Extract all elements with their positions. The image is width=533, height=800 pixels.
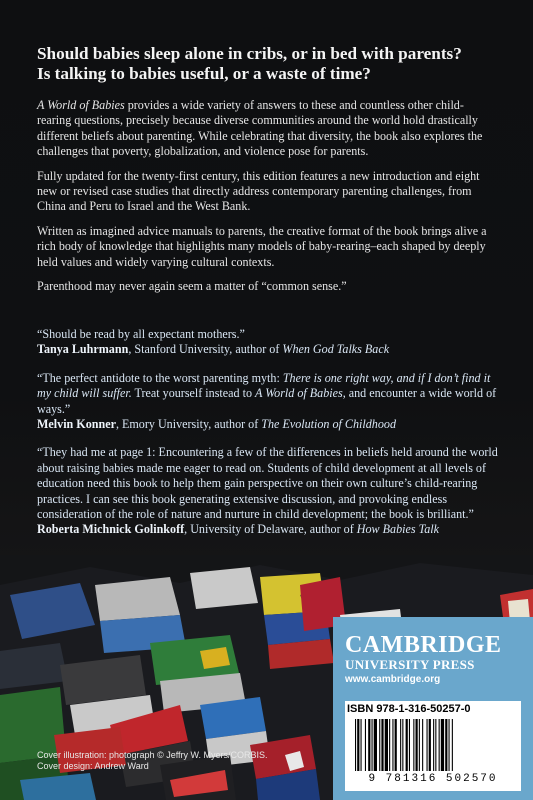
quote-2-text-e: , and encounter a wide world of ways.”: [37, 386, 497, 416]
barcode-number: 9 781316 502570: [368, 773, 498, 785]
blurb: [37, 44, 497, 303]
barcode-bar: [379, 719, 380, 771]
barcode-bar: [449, 719, 450, 771]
barcode-bars: [345, 701, 521, 771]
cover-credit-design: Cover design: Andrew Ward: [37, 761, 149, 771]
barcode-bar: [445, 719, 447, 771]
quote-3-author: Roberta Michnick Golinkoff: [37, 522, 185, 537]
quote-1: [37, 327, 502, 358]
barcode-bar: [395, 719, 397, 771]
barcode-bar: [355, 719, 356, 771]
quote-2: [37, 371, 502, 433]
cover-credit-illustration: Cover illustration: photograph © Jeffry W. Myers/CORBIS.: [37, 750, 268, 760]
barcode: [345, 701, 521, 791]
headline: [37, 44, 497, 84]
quote-2-text-a: “The perfect antidote to the worst parenting myth:: [37, 370, 283, 385]
paragraph-3: Written as imagined advice manuals to parents, the creative format of the book brings alive a rich body of knowledge that highlights many models of baby-rearing–each shaped by deeply held values and widely varying cultural contexts.: [37, 223, 487, 269]
quote-2-text: [37, 371, 502, 417]
quote-1-affiliation: , Stanford University, author of: [128, 342, 283, 357]
paragraph-1: [37, 98, 497, 160]
barcode-bar: [427, 719, 428, 771]
paragraph-4: Parenthood may never again seem a matter of “common sense.”: [37, 279, 347, 294]
barcode-bar: [361, 719, 362, 771]
barcode-bar: [439, 719, 440, 771]
barcode-bar: [392, 719, 393, 771]
quote-2-affiliation: , Emory University, author of: [115, 417, 262, 432]
barcode-bar: [402, 719, 403, 771]
barcode-bar: [409, 719, 410, 771]
barcode-bar: [419, 719, 420, 771]
isbn-label: ISBN 978-1-316-50257-0: [347, 703, 471, 715]
quote-1-author: Tanya Luhrmann: [37, 342, 129, 357]
barcode-bar: [441, 719, 444, 771]
barcode-bar: [429, 719, 431, 771]
barcode-bar: [357, 719, 359, 771]
review-quotes: [37, 327, 502, 551]
barcode-bar: [435, 719, 436, 771]
barcode-bar: [374, 719, 377, 771]
quote-1-book: When God Talks Back: [282, 342, 390, 357]
barcode-bar: [385, 719, 388, 771]
quote-3-text: “They had me at page 1: Encountering a few of the differences in beliefs held around the world about raising babies made me eager to read on. Students of child development at all levels of education need this book to help them gain perspective on their own culture’s child-rearing practices. I can see this book generating extensive discussion, and provoking endless consideration of the role of nature and nurture in child development; the book is brilliant.”: [37, 445, 498, 522]
publisher-press: UNIVERSITY PRESS: [345, 657, 475, 672]
quote-2-author: Melvin Konner: [37, 417, 116, 432]
quote-3-affiliation: , University of Delaware, author of: [184, 522, 357, 537]
quote-2-attribution: [37, 417, 502, 432]
headline-line-2: Is talking to babies useful, or a waste of time?: [37, 64, 371, 83]
barcode-bar: [389, 719, 390, 771]
barcode-bar: [406, 719, 408, 771]
barcode-bar: [413, 719, 414, 771]
barcode-bar: [368, 719, 370, 771]
quote-2-book: The Evolution of Childhood: [261, 417, 396, 432]
quote-3: [37, 445, 502, 537]
publisher-url: www.cambridge.org: [345, 674, 441, 685]
quote-3-book: How Babies Talk: [356, 522, 439, 537]
cover-credits: [37, 750, 268, 772]
publisher-logo: [345, 633, 502, 687]
quote-3-attribution: [37, 522, 502, 537]
quote-2-text-c: Treat yourself instead to: [131, 386, 256, 401]
barcode-bar: [433, 719, 434, 771]
quote-2-text-b: There is one right way, and if I don’t find it my child will suffer.: [37, 370, 491, 401]
barcode-bar: [400, 719, 401, 771]
barcode-bar: [452, 719, 453, 771]
barcode-bar: [381, 719, 383, 771]
publisher-name: CAMBRIDGE: [345, 632, 502, 658]
book-title-italic: A World of Babies: [37, 98, 125, 112]
barcode-bar: [422, 719, 423, 771]
quote-1-text: “Should be read by all expectant mothers.”: [37, 327, 245, 341]
paragraph-1-text: provides a wide variety of answers to these and countless other child-rearing questions, precisely because diverse communities around the world hold drastically different beliefs about parenting. While celebrating that diversity, the book also explores the challenges that poverty, globalization, and violence pose for parents.: [37, 98, 483, 159]
headline-line-1: Should babies sleep alone in cribs, or in bed with parents?: [37, 44, 462, 63]
barcode-bar: [372, 719, 373, 771]
publisher-panel: [333, 617, 533, 800]
quote-2-text-d: A World of Babies: [255, 386, 343, 401]
quote-1-attribution: [37, 342, 502, 357]
paragraph-2: Fully updated for the twenty-first century, this edition features a new introduction and eight new or revised case studies that directly address contemporary parenting challenges, from China and Peru to Israel and the West Bank.: [37, 168, 480, 214]
barcode-bar: [365, 719, 366, 771]
barcode-bar: [416, 719, 418, 771]
